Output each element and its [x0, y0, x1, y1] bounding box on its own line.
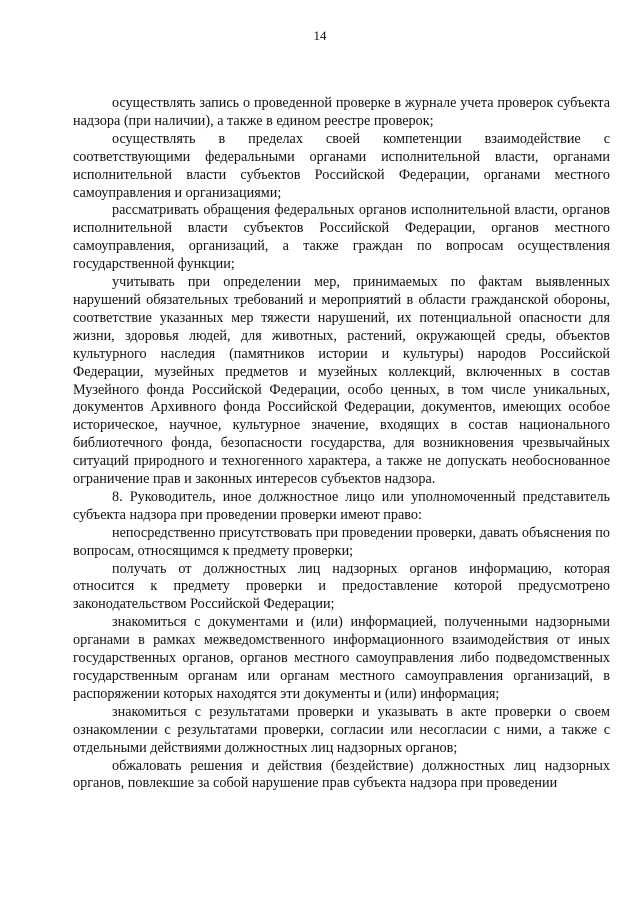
page-number: 14	[313, 28, 327, 43]
paragraph-information: получать от должностных лиц надзорных органов информацию, которая относится к предмету проверки и предоставление которой предусмотрено законодательством Российской Федерации;	[73, 560, 610, 613]
paragraph-presence: непосредственно присутствовать при проведении проверки, давать объяснения по вопросам, относящимся к предмету проверки;	[73, 524, 610, 559]
paragraph-measures: учитывать при определении мер, принимаемых по фактам выявленных нарушений обязательных требований и мероприятий в области гражданской обороны, соответствие указанных мер тяжести нарушений, их потенциальной опасности для жизни, здоровья людей, для животных, растений, окружающей среды, объектов культурного наследия (памятников истории и культуры) народов Российской Федерации, музейных предметов и музейных коллекций, включенных в состав Музейного фонда Российской Федерации, особо ценных, в том числе уникальных, документов Архивного фонда Российской Федерации, документов, имеющих особое историческое, научное, культурное значение, входящих в состав национального библиотечного фонда, безопасности государства, для возникновения чрезвычайных ситуаций природного и техногенного характера, а также не допускать необоснованное ограничение прав и законных интересов субъектов надзора.	[73, 274, 610, 488]
document-body	[73, 95, 610, 793]
paragraph-interaction: осуществлять в пределах своей компетенции взаимодействие с соответствующими федеральными органами исполнительной власти, органами исполнительной власти субъектов Российской Федерации, органами местного самоуправления и организациями;	[73, 130, 610, 201]
paragraph-documents: знакомиться с документами и (или) информацией, полученными надзорными органами в рамках межведомственного информационного взаимодействия от иных государственных органов, органов местного самоуправления либо подведомственных государственным органам или органам местного самоуправления организаций, в распоряжении которых находятся эти документы и (или) информация;	[73, 614, 610, 702]
paragraph-results: знакомиться с результатами проверки и указывать в акте проверки о своем ознакомлении с результатами проверки, согласии или несогласии с ними, а также с отдельными действиями должностных лиц надзорных органов;	[73, 703, 610, 756]
paragraph-appeals: рассматривать обращения федеральных органов исполнительной власти, органов исполнительной власти субъектов Российской Федерации, органов местного самоуправления, организаций, а также граждан по вопросам осуществления государственной функции;	[73, 202, 610, 273]
paragraph-journal-record: осуществлять запись о проведенной проверке в журнале учета проверок субъекта надзора (при наличии), а также в едином реестре проверок;	[73, 95, 610, 129]
paragraph-appeal-decisions: обжаловать решения и действия (бездействие) должностных лиц надзорных органов, повлекшие за собой нарушение прав субъекта надзора при проведении	[73, 757, 610, 792]
paragraph-item-8: 8. Руководитель, иное должностное лицо или уполномоченный представитель субъекта надзора при проведении проверки имеют право:	[73, 488, 610, 523]
